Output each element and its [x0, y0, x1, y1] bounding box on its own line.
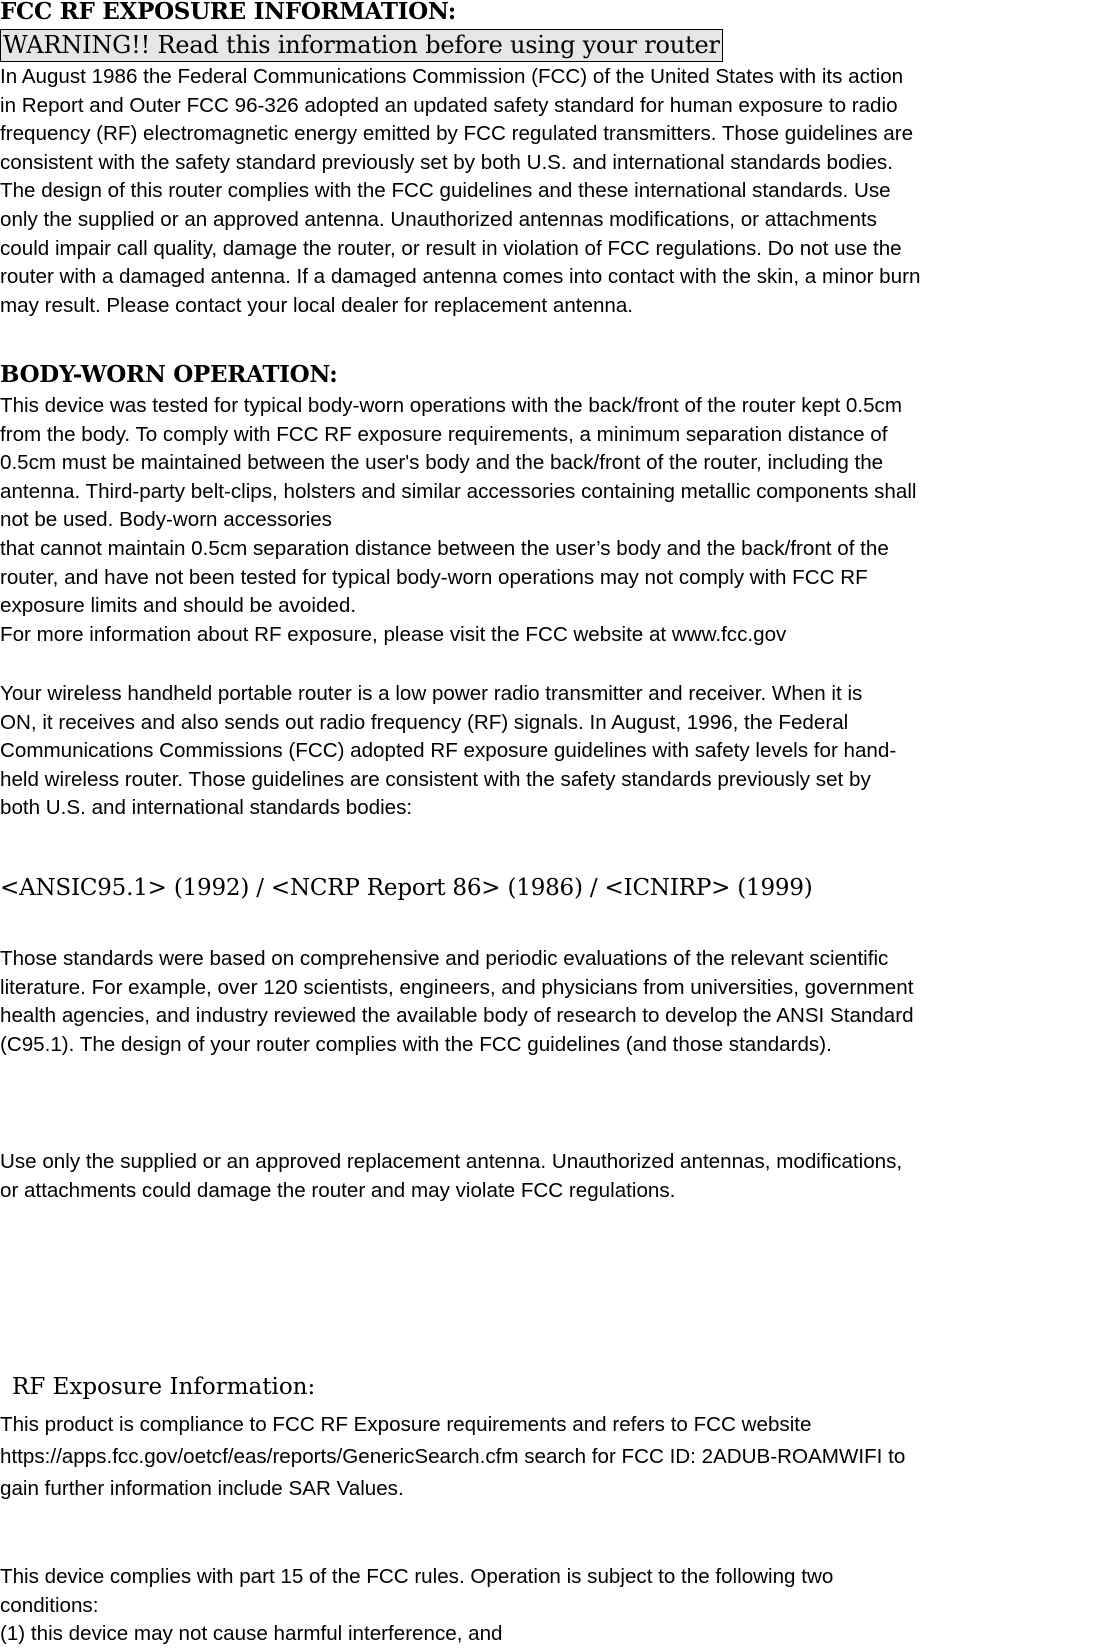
standards-line: <ANSIC95.1> (1992) / <NCRP Report 86> (1986) / <ICNIRP> (1999) [0, 875, 813, 901]
paragraph-line: that cannot maintain 0.5cm separation distance between the user’s body and the back/front of the [0, 536, 889, 560]
paragraph-line: from the body. To comply with FCC RF exposure requirements, a minimum separation distance of [0, 422, 888, 446]
paragraph-line: 0.5cm must be maintained between the user's body and the back/front of the router, including the [0, 451, 884, 475]
paragraph-line: (C95.1). The design of your router complies with the FCC guidelines (and those standards). [0, 1032, 832, 1056]
paragraph-line: conditions: [0, 1593, 99, 1617]
paragraph-line: not be used. Body-worn accessories [0, 508, 332, 532]
paragraph-line: held wireless router. Those guidelines are consistent with the safety standards previously set by [0, 767, 871, 791]
paragraph-line: in Report and Outer FCC 96-326 adopted an updated safety standard for human exposure to radio [0, 93, 898, 117]
paragraph-line: only the supplied or an approved antenna. Unauthorized antennas modifications, or attachments [0, 207, 877, 231]
paragraph-line: Communications Commissions (FCC) adopted RF exposure guidelines with safety levels for hand- [0, 739, 897, 763]
paragraph-line: Use only the supplied or an approved replacement antenna. Unauthorized antennas, modifications, [0, 1150, 903, 1173]
warning-banner: WARNING!! Read this information before using your router [0, 29, 723, 62]
paragraph-line: both U.S. and international standards bodies: [0, 796, 413, 820]
paragraph-line: This product is compliance to FCC RF Exposure requirements and refers to FCC website [0, 1413, 812, 1436]
paragraph-line: exposure limits and should be avoided. [0, 594, 357, 618]
paragraph-line: The design of this router complies with the FCC guidelines and these international standards. Use [0, 179, 891, 203]
paragraph-line: Your wireless handheld portable router is a low power radio transmitter and receiver. When it is [0, 682, 863, 705]
standards-basis-paragraph [0, 945, 1114, 1059]
document-title: FCC RF EXPOSURE INFORMATION: [0, 0, 456, 25]
paragraph-line: (1) this device may not cause harmful interference, and [0, 1622, 503, 1646]
paragraph-line: In August 1986 the Federal Communications Commission (FCC) of the United States with its action [0, 65, 904, 88]
wireless-paragraph [0, 680, 1114, 823]
body-worn-heading: BODY-WORN OPERATION: [0, 361, 338, 388]
intro-paragraph [0, 63, 1114, 320]
paragraph-line: could impair call quality, damage the router, or result in violation of FCC regulations. Do not use the [0, 236, 902, 260]
body-worn-paragraph [0, 392, 1114, 649]
paragraph-line: router, and have not been tested for typical body-worn operations may not comply with FCC RF [0, 565, 868, 589]
paragraph-line: This device complies with part 15 of the FCC rules. Operation is subject to the following two [0, 1565, 834, 1588]
paragraph-line: For more information about RF exposure, please visit the FCC website at www.fcc.gov [0, 622, 787, 646]
antenna-paragraph [0, 1148, 1114, 1205]
paragraph-line: antenna. Third-party belt-clips, holsters and similar accessories containing metallic components shall [0, 479, 917, 503]
part15-paragraph [0, 1563, 1114, 1649]
paragraph-line: may result. Please contact your local dealer for replacement antenna. [0, 293, 634, 317]
paragraph-line: This device was tested for typical body-worn operations with the back/front of the router kept 0.5cm [0, 394, 902, 417]
paragraph-line: router with a damaged antenna. If a damaged antenna comes into contact with the skin, a minor burn [0, 265, 921, 289]
paragraph-line: literature. For example, over 120 scientists, engineers, and physicians from universities, government [0, 975, 914, 999]
rf-exposure-heading: RF Exposure Information: [12, 1374, 316, 1400]
rf-exposure-paragraph [0, 1409, 1114, 1505]
paragraph-line: ON, it receives and also sends out radio frequency (RF) signals. In August, 1996, the Federal [0, 710, 849, 734]
paragraph-line: https://apps.fcc.gov/oetcf/eas/reports/GenericSearch.cfm search for FCC ID: 2ADUB-ROAMWIFI to [0, 1445, 906, 1468]
paragraph-line: health agencies, and industry reviewed the available body of research to develop the ANSI Standard [0, 1004, 914, 1028]
paragraph-line: Those standards were based on comprehensive and periodic evaluations of the relevant scientific [0, 947, 889, 970]
paragraph-line: consistent with the safety standard previously set by both U.S. and international standards bodies. [0, 150, 893, 174]
paragraph-line: frequency (RF) electromagnetic energy emitted by FCC regulated transmitters. Those guidelines are [0, 122, 914, 146]
paragraph-line: gain further information include SAR Values. [0, 1477, 404, 1500]
paragraph-line: or attachments could damage the router and may violate FCC regulations. [0, 1178, 676, 1202]
